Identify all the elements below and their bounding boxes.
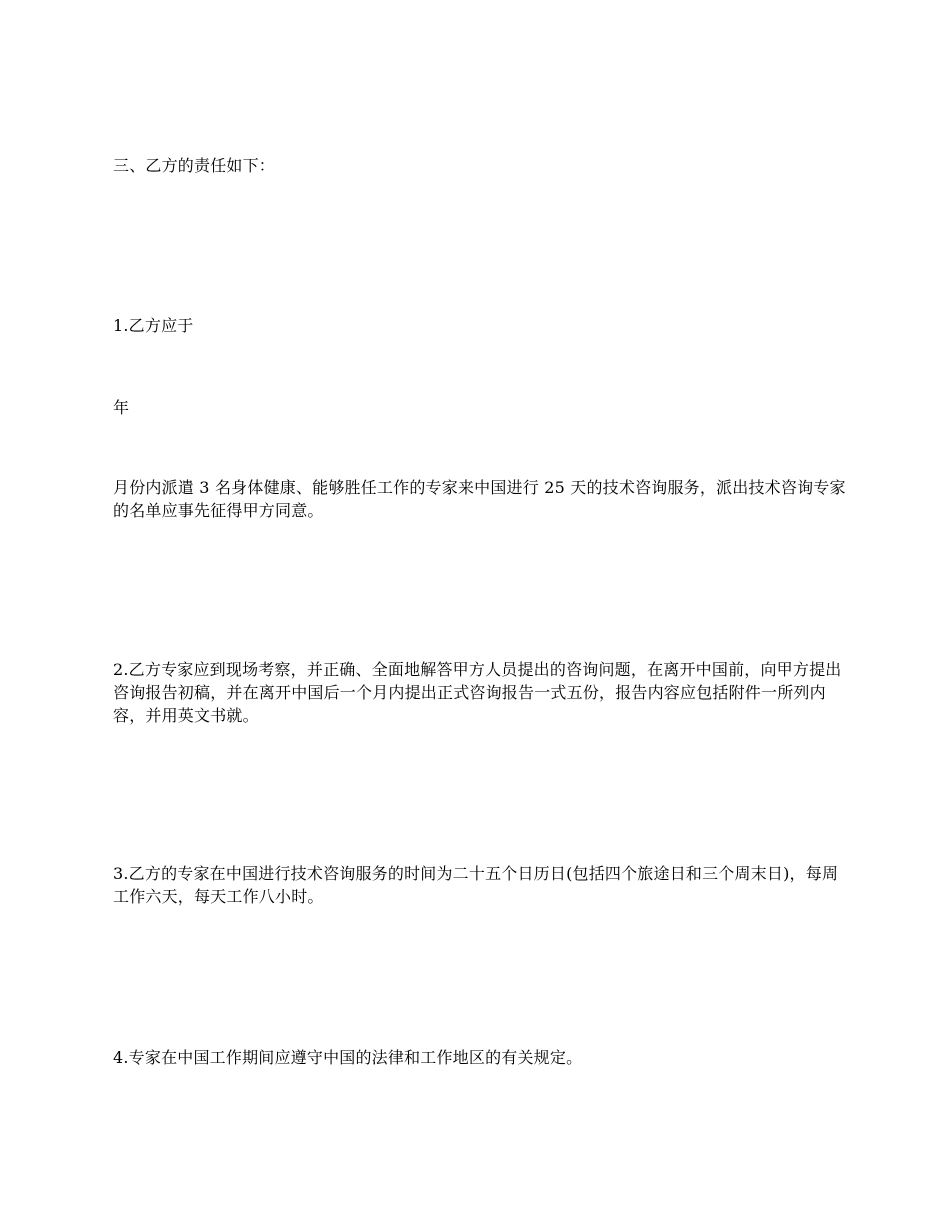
clause-1-body: 月份内派遣 3 名身体健康、能够胜任工作的专家来中国进行 25 天的技术咨询服务，派出技术咨询专家的名单应事先征得甲方同意。: [113, 478, 846, 520]
clause-4: 4.专家在中国工作期间应遵守中国的法律和工作地区的有关规定。: [113, 1048, 583, 1067]
clause-2: 2.乙方专家应到现场考察，并正确、全面地解答甲方人员提出的咨询问题，在离开中国前，向甲方提出咨询报告初稿，并在离开中国后一个月内提出正式咨询报告一式五份，报告内容应包括附件一所列内容，并用英文书就。: [113, 660, 842, 725]
clause-1-year: 年: [113, 398, 130, 417]
section-heading: 三、乙方的责任如下：: [113, 156, 276, 175]
clause-1-intro: 1.乙方应于: [113, 316, 194, 335]
clause-3: 3.乙方的专家在中国进行技术咨询服务的时间为二十五个日历日(包括四个旅途日和三个周末日)，每周工作六天，每天工作八小时。: [113, 864, 839, 906]
